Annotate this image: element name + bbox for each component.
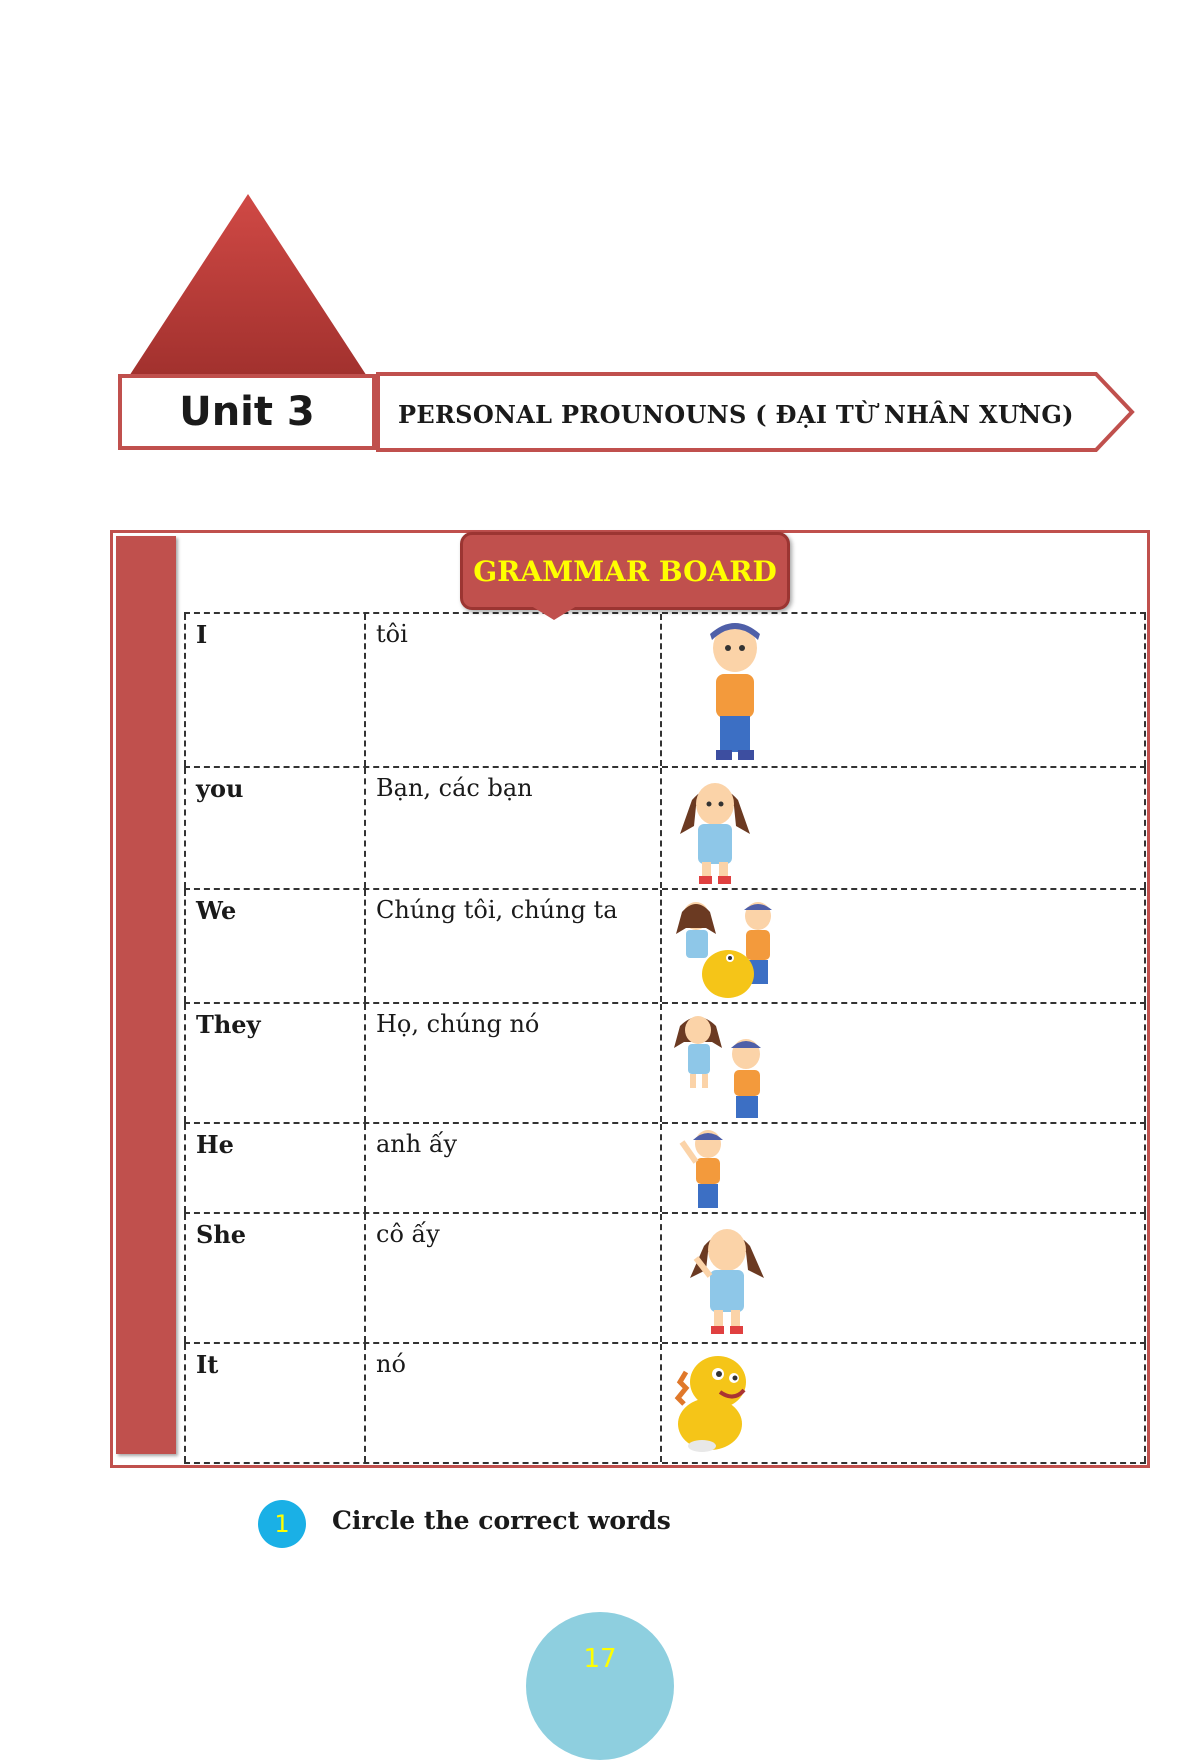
table-row bbox=[184, 888, 1146, 1002]
picture-cell bbox=[660, 1214, 1146, 1342]
meaning-cell: Chúng tôi, chúng ta bbox=[364, 890, 660, 1002]
pronoun-cell: It bbox=[184, 1344, 364, 1462]
table-row bbox=[184, 1002, 1146, 1122]
pronoun-cell: I bbox=[184, 614, 364, 766]
girl-icon bbox=[672, 772, 758, 886]
boy-icon bbox=[690, 618, 780, 764]
meaning-cell: Bạn, các bạn bbox=[364, 768, 660, 888]
exercise-number-badge bbox=[258, 1500, 306, 1548]
grammar-table bbox=[184, 612, 1146, 1464]
pronoun-cell: She bbox=[184, 1214, 364, 1342]
meaning-cell: anh ấy bbox=[364, 1124, 660, 1212]
meaning-cell: cô ấy bbox=[364, 1214, 660, 1342]
pronoun-cell: They bbox=[184, 1004, 364, 1122]
picture-cell bbox=[660, 1004, 1146, 1122]
pronoun-cell: you bbox=[184, 768, 364, 888]
girl-and-boy-icon bbox=[672, 1008, 772, 1122]
exercise-number: 1 bbox=[274, 1510, 290, 1538]
grammar-board-label-notch bbox=[528, 604, 580, 620]
page-number-tab bbox=[526, 1612, 674, 1760]
meaning-cell: nó bbox=[364, 1344, 660, 1462]
unit-label: Unit 3 bbox=[179, 389, 315, 435]
pronoun-cell: We bbox=[184, 890, 364, 1002]
picture-cell bbox=[660, 1124, 1146, 1212]
table-row bbox=[184, 1122, 1146, 1212]
picture-cell bbox=[660, 614, 1146, 766]
table-row bbox=[184, 1342, 1146, 1464]
grammar-board-label bbox=[460, 532, 790, 610]
picture-cell bbox=[660, 768, 1146, 888]
grammar-board-title: GRAMMAR BOARD bbox=[473, 554, 777, 588]
picture-cell bbox=[660, 1344, 1146, 1462]
girl-waving-icon bbox=[684, 1218, 770, 1338]
exercise-instruction: Circle the correct words bbox=[332, 1506, 671, 1535]
girl-boy-dinosaur-icon bbox=[672, 894, 782, 1002]
table-row bbox=[184, 612, 1146, 766]
page-number: 17 bbox=[583, 1644, 617, 1674]
pronoun-cell: He bbox=[184, 1124, 364, 1212]
meaning-cell: tôi bbox=[364, 614, 660, 766]
table-row bbox=[184, 1212, 1146, 1342]
boy-waving-icon bbox=[676, 1128, 736, 1212]
table-row bbox=[184, 766, 1146, 888]
meaning-cell: Họ, chúng nó bbox=[364, 1004, 660, 1122]
picture-cell bbox=[660, 890, 1146, 1002]
unit-title: PERSONAL PROUNOUNS ( ĐẠI TỪ NHÂN XƯNG) bbox=[398, 400, 1074, 429]
unit-label-box bbox=[118, 374, 376, 450]
grammar-board-sidebar bbox=[116, 536, 176, 1454]
header-triangle bbox=[118, 192, 378, 392]
dinosaur-icon bbox=[672, 1348, 752, 1454]
